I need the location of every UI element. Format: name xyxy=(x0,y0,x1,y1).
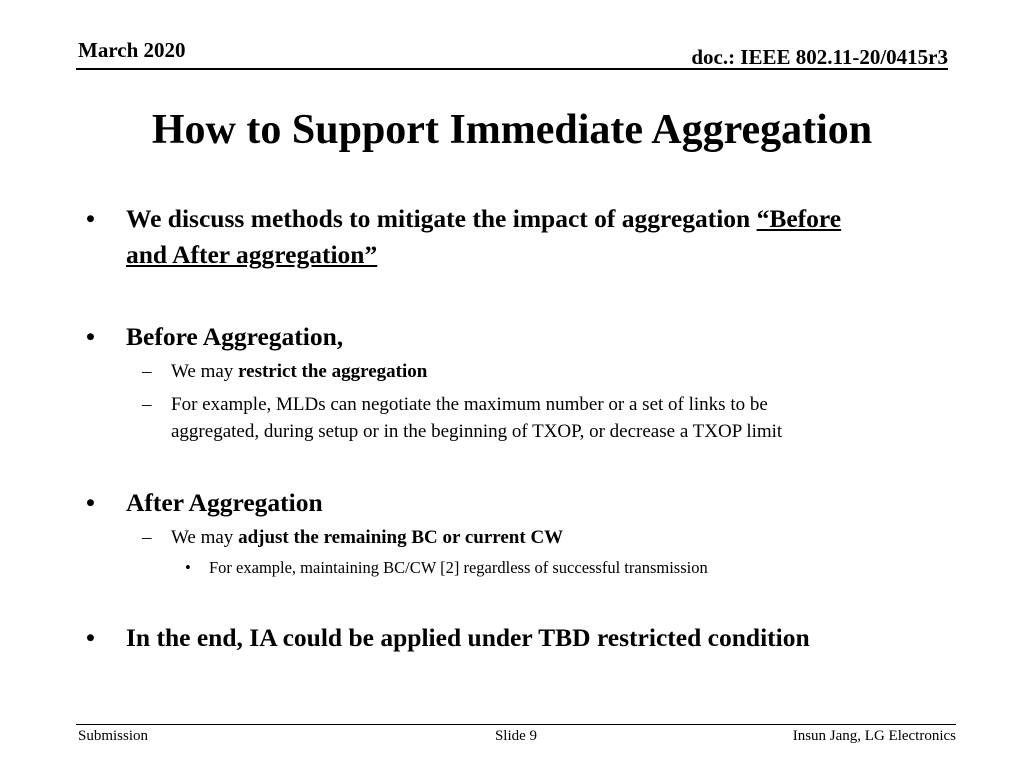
footer-slide-number: Slide 9 xyxy=(494,728,538,744)
bullet-after-aggregation xyxy=(86,485,936,521)
sub-bullet-bold: adjust the remaining BC or current CW xyxy=(238,527,564,548)
bullet-text: We discuss methods to mitigate the impact of aggregation xyxy=(126,204,757,233)
dash-icon: – xyxy=(142,361,152,382)
dash-icon: – xyxy=(142,527,152,548)
header-doc-id: doc.: IEEE 802.11-20/0415r3 xyxy=(691,45,948,69)
bullet-discuss-methods xyxy=(86,201,936,273)
bullet-icon: • xyxy=(86,623,95,652)
bullet-icon: • xyxy=(86,488,95,517)
bullet-heading: Before Aggregation, xyxy=(126,322,344,351)
bullet-emphasis-cont: and After aggregation” xyxy=(126,240,378,269)
sub-sub-bullet-text: For example, maintaining BC/CW [2] regardless of successful transmission xyxy=(209,558,708,577)
footer-submission: Submission xyxy=(78,728,149,744)
sub-bullet-example xyxy=(142,391,931,445)
sub-bullet-line2: aggregated, during setup or in the beginning of TXOP, or decrease a TXOP limit xyxy=(171,421,783,442)
bullet-heading: After Aggregation xyxy=(126,488,323,517)
bullet-before-aggregation xyxy=(86,319,936,355)
bullet-icon: • xyxy=(86,204,95,233)
slide-title: How to Support Immediate Aggregation xyxy=(151,107,873,153)
bullet-emphasis: “Before xyxy=(756,204,842,233)
header-date: March 2020 xyxy=(78,38,186,62)
sub-sub-bullet-example xyxy=(185,556,929,580)
sub-bullet-restrict xyxy=(142,358,931,385)
bullet-text: In the end, IA could be applied under TBD restricted condition xyxy=(126,623,810,652)
sub-bullet-bold: restrict the aggregation xyxy=(238,361,428,382)
bullet-icon: • xyxy=(86,322,95,351)
sub-bullet-line1: For example, MLDs can negotiate the maximum number or a set of links to be xyxy=(171,394,768,415)
header-divider xyxy=(76,68,948,70)
sub-bullet-adjust xyxy=(142,524,931,551)
bullet-icon: • xyxy=(185,558,191,577)
footer-author: Insun Jang, LG Electronics xyxy=(792,728,956,744)
bullet-in-the-end xyxy=(86,620,936,656)
dash-icon: – xyxy=(142,394,152,415)
footer-divider xyxy=(76,724,956,725)
sub-bullet-prefix: We may xyxy=(171,527,239,548)
sub-bullet-prefix: We may xyxy=(171,361,239,382)
